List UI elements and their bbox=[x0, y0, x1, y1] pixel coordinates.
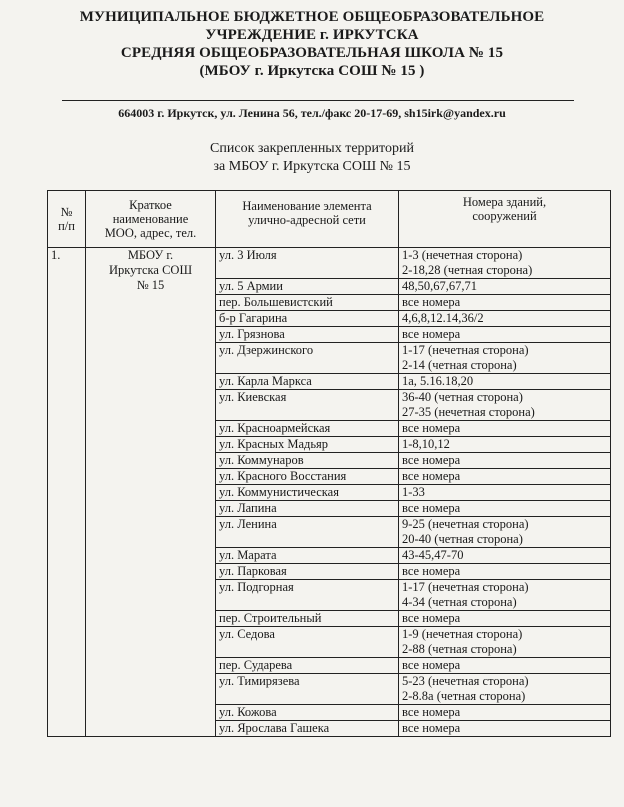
street-name: ул. Седова bbox=[216, 627, 399, 658]
header-numbers: Номера зданий, сооружений bbox=[399, 191, 611, 248]
building-numbers-line: 20-40 (четная сторона) bbox=[402, 532, 523, 546]
street-name: ул. Грязнова bbox=[216, 327, 399, 343]
building-numbers-line: 48,50,67,67,71 bbox=[402, 279, 477, 293]
table-row bbox=[48, 248, 611, 279]
building-numbers bbox=[399, 469, 611, 485]
building-numbers-line: 2-8.8а (четная сторона) bbox=[402, 689, 526, 703]
street-name: ул. Киевская bbox=[216, 390, 399, 421]
building-numbers bbox=[399, 390, 611, 421]
building-numbers-line: 1-17 (нечетная сторона) bbox=[402, 343, 529, 357]
school-name bbox=[86, 248, 216, 737]
building-numbers-line: 4,6,8,12.14,36/2 bbox=[402, 311, 484, 325]
school-name-line: МБОУ г. bbox=[127, 248, 174, 262]
building-numbers-line: 27-35 (нечетная сторона) bbox=[402, 405, 535, 419]
street-name: ул. Дзержинского bbox=[216, 343, 399, 374]
street-name: ул. Карла Маркса bbox=[216, 374, 399, 390]
title-line: Список закрепленных территорий bbox=[210, 141, 414, 156]
building-numbers-line: 1а, 5.16.18,20 bbox=[402, 374, 474, 388]
building-numbers-line: все номера bbox=[402, 705, 461, 719]
building-numbers bbox=[399, 611, 611, 627]
letterhead bbox=[0, 8, 624, 80]
building-numbers bbox=[399, 485, 611, 501]
building-numbers-line: все номера bbox=[402, 611, 461, 625]
building-numbers-line: 2-14 (четная сторона) bbox=[402, 358, 517, 372]
building-numbers-line: 4-34 (четная сторона) bbox=[402, 595, 517, 609]
header-short-name: Краткое наименование МОО, адрес, тел. bbox=[86, 191, 216, 248]
school-name-line: Иркутска СОШ bbox=[108, 263, 193, 277]
row-number: 1. bbox=[48, 248, 86, 737]
letterhead-line: (МБОУ г. Иркутска СОШ № 15 ) bbox=[199, 63, 425, 79]
building-numbers bbox=[399, 248, 611, 279]
territory-table bbox=[47, 190, 611, 737]
street-name: ул. Ленина bbox=[216, 517, 399, 548]
building-numbers-line: все номера bbox=[402, 501, 461, 515]
street-name: ул. Кожова bbox=[216, 705, 399, 721]
building-numbers bbox=[399, 453, 611, 469]
header-street: Наименование элемента улично-адресной сети bbox=[216, 191, 399, 248]
building-numbers bbox=[399, 721, 611, 737]
building-numbers bbox=[399, 548, 611, 564]
street-name: ул. Коммунаров bbox=[216, 453, 399, 469]
building-numbers-line: все номера bbox=[402, 564, 461, 578]
building-numbers bbox=[399, 580, 611, 611]
header-divider bbox=[62, 100, 574, 101]
building-numbers-line: 1-8,10,12 bbox=[402, 437, 450, 451]
building-numbers-line: все номера bbox=[402, 327, 461, 341]
building-numbers-line: все номера bbox=[402, 295, 461, 309]
building-numbers-line: 36-40 (четная сторона) bbox=[402, 390, 523, 404]
building-numbers-line: 1-3 (нечетная сторона) bbox=[402, 248, 523, 262]
letterhead-line: СРЕДНЯЯ ОБЩЕОБРАЗОВАТЕЛЬНАЯ ШКОЛА № 15 bbox=[120, 45, 504, 61]
street-name: ул. Ярослава Гашека bbox=[216, 721, 399, 737]
street-name: ул. Парковая bbox=[216, 564, 399, 580]
street-name: ул. 5 Армии bbox=[216, 279, 399, 295]
building-numbers-line: все номера bbox=[402, 453, 461, 467]
street-name: ул. 3 Июля bbox=[216, 248, 399, 279]
street-name: пер. Сударева bbox=[216, 658, 399, 674]
header-number: № п/п bbox=[48, 191, 86, 248]
street-name: пер. Строительный bbox=[216, 611, 399, 627]
school-name-line: № 15 bbox=[136, 278, 165, 292]
document-title bbox=[0, 140, 624, 176]
building-numbers bbox=[399, 311, 611, 327]
building-numbers bbox=[399, 295, 611, 311]
building-numbers bbox=[399, 627, 611, 658]
building-numbers-line: 1-33 bbox=[402, 485, 425, 499]
building-numbers bbox=[399, 374, 611, 390]
building-numbers bbox=[399, 674, 611, 705]
building-numbers-line: 1-9 (нечетная сторона) bbox=[402, 627, 523, 641]
letterhead-line: УЧРЕЖДЕНИЕ г. ИРКУТСКА bbox=[205, 27, 419, 43]
street-name: ул. Подгорная bbox=[216, 580, 399, 611]
street-name: ул. Лапина bbox=[216, 501, 399, 517]
building-numbers-line: все номера bbox=[402, 721, 461, 735]
building-numbers-line: 1-17 (нечетная сторона) bbox=[402, 580, 529, 594]
title-line: за МБОУ г. Иркутска СОШ № 15 bbox=[213, 159, 411, 174]
building-numbers-line: все номера bbox=[402, 469, 461, 483]
street-name: пер. Большевистский bbox=[216, 295, 399, 311]
building-numbers bbox=[399, 421, 611, 437]
building-numbers-line: 5-23 (нечетная сторона) bbox=[402, 674, 529, 688]
building-numbers bbox=[399, 279, 611, 295]
street-name: ул. Марата bbox=[216, 548, 399, 564]
building-numbers bbox=[399, 327, 611, 343]
building-numbers bbox=[399, 517, 611, 548]
building-numbers-line: все номера bbox=[402, 421, 461, 435]
street-name: ул. Красных Мадьяр bbox=[216, 437, 399, 453]
street-name: б-р Гагарина bbox=[216, 311, 399, 327]
street-name: ул. Красноармейская bbox=[216, 421, 399, 437]
street-name: ул. Коммунистическая bbox=[216, 485, 399, 501]
building-numbers-line: 43-45,47-70 bbox=[402, 548, 464, 562]
contact-line: 664003 г. Иркутск, ул. Ленина 56, тел./факс 20-17-69, sh15irk@yandex.ru bbox=[118, 106, 506, 120]
street-name: ул. Тимирязева bbox=[216, 674, 399, 705]
building-numbers-line: 9-25 (нечетная сторона) bbox=[402, 517, 529, 531]
letterhead-line: МУНИЦИПАЛЬНОЕ БЮДЖЕТНОЕ ОБЩЕОБРАЗОВАТЕЛЬНОЕ bbox=[79, 9, 545, 25]
street-name: ул. Красного Восстания bbox=[216, 469, 399, 485]
building-numbers bbox=[399, 501, 611, 517]
building-numbers bbox=[399, 564, 611, 580]
building-numbers bbox=[399, 705, 611, 721]
building-numbers bbox=[399, 437, 611, 453]
building-numbers bbox=[399, 658, 611, 674]
table-body bbox=[48, 248, 611, 737]
building-numbers-line: 2-88 (четная сторона) bbox=[402, 642, 517, 656]
building-numbers-line: 2-18,28 (четная сторона) bbox=[402, 263, 533, 277]
building-numbers-line: все номера bbox=[402, 658, 461, 672]
building-numbers bbox=[399, 343, 611, 374]
